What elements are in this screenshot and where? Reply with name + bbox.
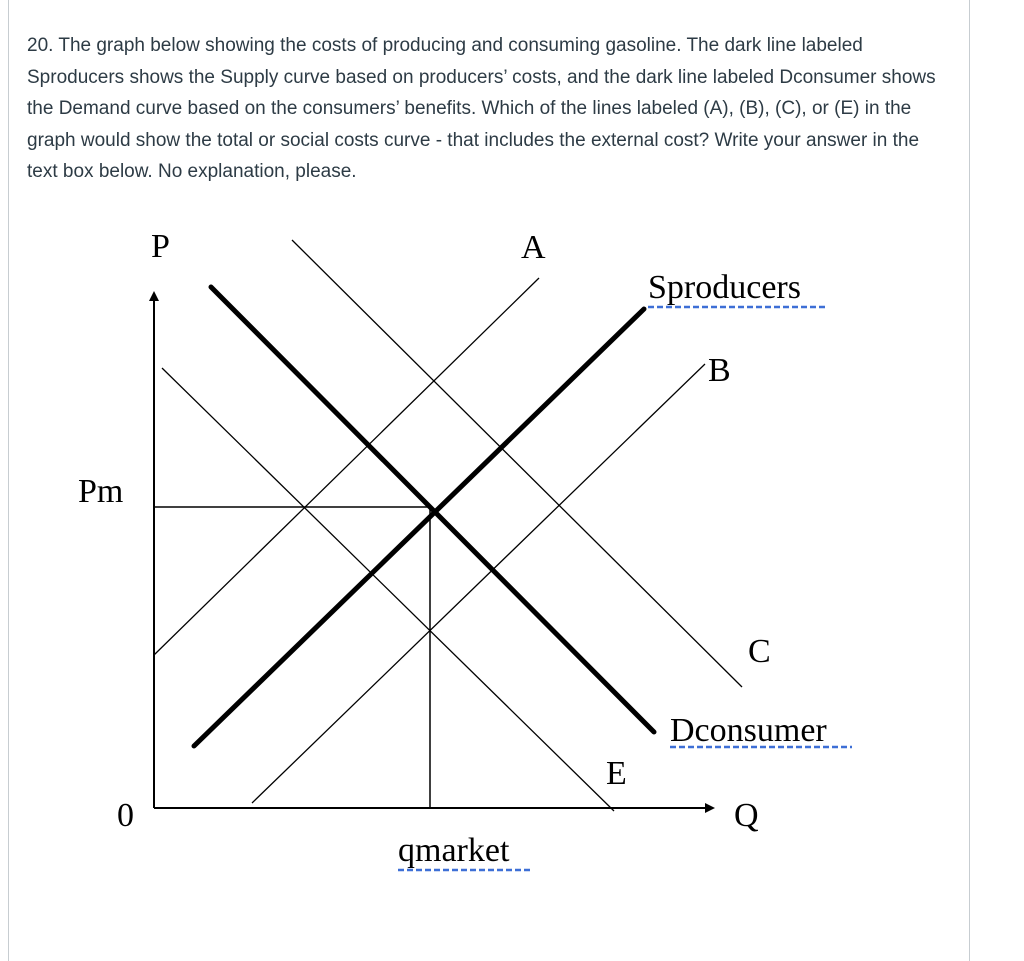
demand-label: Dconsumer	[670, 712, 827, 749]
y-axis-arrow-icon	[149, 291, 159, 301]
line-a-label: A	[521, 229, 546, 266]
price-label: Pm	[78, 473, 124, 510]
line-c	[292, 240, 742, 687]
line-e-label: E	[606, 755, 627, 792]
axis-y-label: P	[151, 228, 170, 265]
supply-curve	[194, 309, 644, 746]
origin-label: 0	[117, 797, 134, 834]
axis-x-label: Q	[734, 797, 759, 834]
supply-label: Sproducers	[648, 269, 801, 306]
line-e	[162, 368, 614, 811]
quantity-label: qmarket	[398, 832, 510, 869]
question-text: 20. The graph below showing the costs of producing and consuming gasoline. The dark line labeled Sproducers shows the Supply curve based on producers’ costs, and the dark line labeled Dconsumer shows the Demand curve based on the consumers’ benefits. Which of the lines labeled (A), (B), (C), or (E) in the graph would show the total or social costs curve - that includes the external cost? Write your answer in the text box below. No explanation, please.	[27, 35, 936, 182]
line-c-label: C	[748, 633, 771, 670]
line-b-label: B	[708, 352, 731, 389]
x-axis-arrow-icon	[705, 803, 715, 813]
